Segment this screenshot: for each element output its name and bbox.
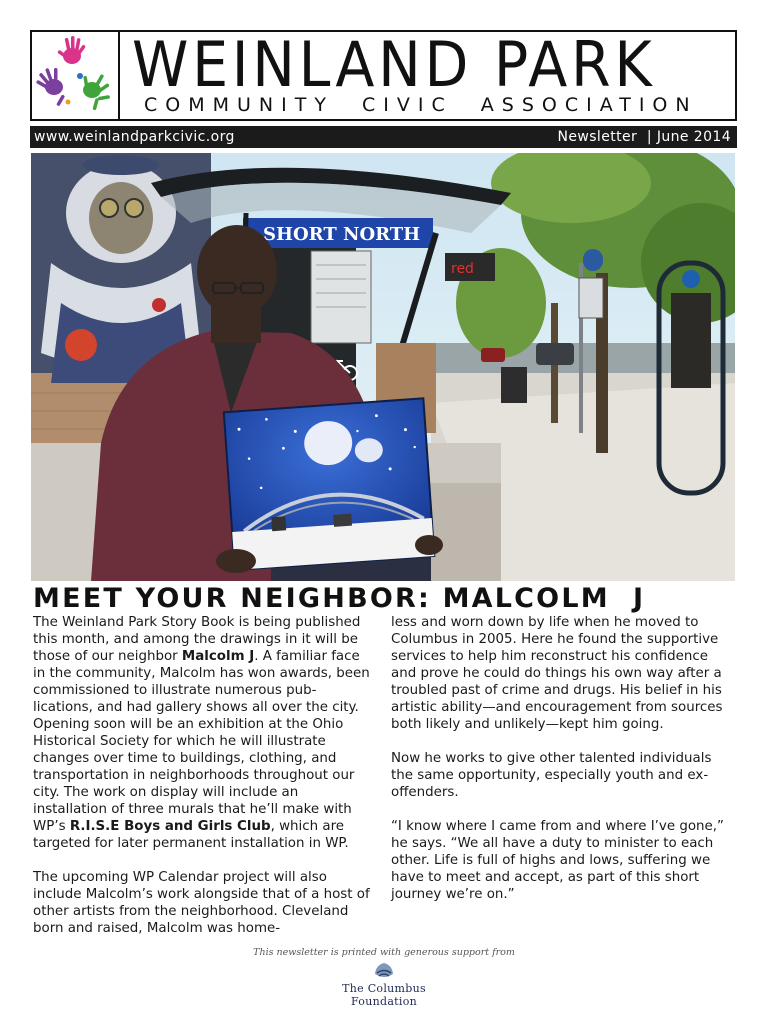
info-bar <box>30 126 737 148</box>
issue-date: Newsletter | June 2014 <box>557 129 731 145</box>
article-paragraph: Now he works to give other talented individuals the same opportunity, especially youth and ex-offenders. <box>391 751 712 800</box>
article-paragraph <box>33 614 371 852</box>
shelter-sign: SHORT NORTH <box>263 224 421 245</box>
website-link[interactable]: www.weinlandparkcivic.org <box>34 129 235 145</box>
foundation-name-line1: The Columbus <box>342 982 426 995</box>
masthead-title: WEINLAND PARK <box>132 28 656 101</box>
article-headline: MEET YOUR NEIGHBOR: MALCOLM J <box>33 583 646 614</box>
paragraph-text: . A familiar face in the community, Malcolm has won awards, been commissioned to illustrate numerous pub-lications, and had gallery shows all over the city. Opening soon will be an exhibition at the Ohio Historical Society for which he will illustrate changes over time to buildings, clothing, and transportation in neighborhoods throughout our city. The work on display will include an installation of three murals that he’ll make with WP’s <box>33 649 370 834</box>
article-quote: “I know where I came from and where I’ve gone,” he says. “We all have a duty to minister to each other. Life is full of highs and lows, suffering we have to meet and accept, as part of this short journey we’re on.” <box>391 819 724 902</box>
foundation-emblem-icon <box>373 962 395 980</box>
neighbor-name: Malcolm J <box>181 649 255 664</box>
photo-scene <box>31 153 735 581</box>
handprints-logo <box>32 32 120 119</box>
masthead <box>30 30 737 121</box>
handprints-icon <box>32 32 118 119</box>
feature-photo <box>31 153 735 581</box>
store-sign: red <box>451 261 474 277</box>
masthead-subtitle: COMMUNITY CIVIC ASSOCIATION <box>144 94 698 116</box>
columbus-foundation-logo <box>325 962 443 1014</box>
article-right-column <box>391 614 736 920</box>
club-name: R.I.S.E Boys and Girls Club <box>69 819 271 834</box>
article-paragraph: The upcoming WP Calendar project will also include Malcolm’s work alongside that of a host of other artists from the neighborhood. Cleveland born and raised, Malcolm was home- <box>33 870 370 936</box>
footer-support-note: This newsletter is printed with generous support from <box>253 947 515 958</box>
article-paragraph: less and worn down by life when he moved to Columbus in 2005. Here he found the supportive services to help him reconstruct his confidence and prove he could do things his own way after a troubled past of crime and drugs. His belief in his artistic ability—and encouragement from sources both likely and unlikely—kept him going. <box>391 615 723 732</box>
paragraph-text: , which are targeted for later permanent installation in WP. <box>33 819 349 851</box>
article-left-column <box>33 614 371 954</box>
foundation-name-line2: Foundation <box>350 995 418 1008</box>
paragraph-text: The Weinland Park Story Book is being published this month, and among the drawings in it will be those of our neighbor <box>33 615 361 664</box>
